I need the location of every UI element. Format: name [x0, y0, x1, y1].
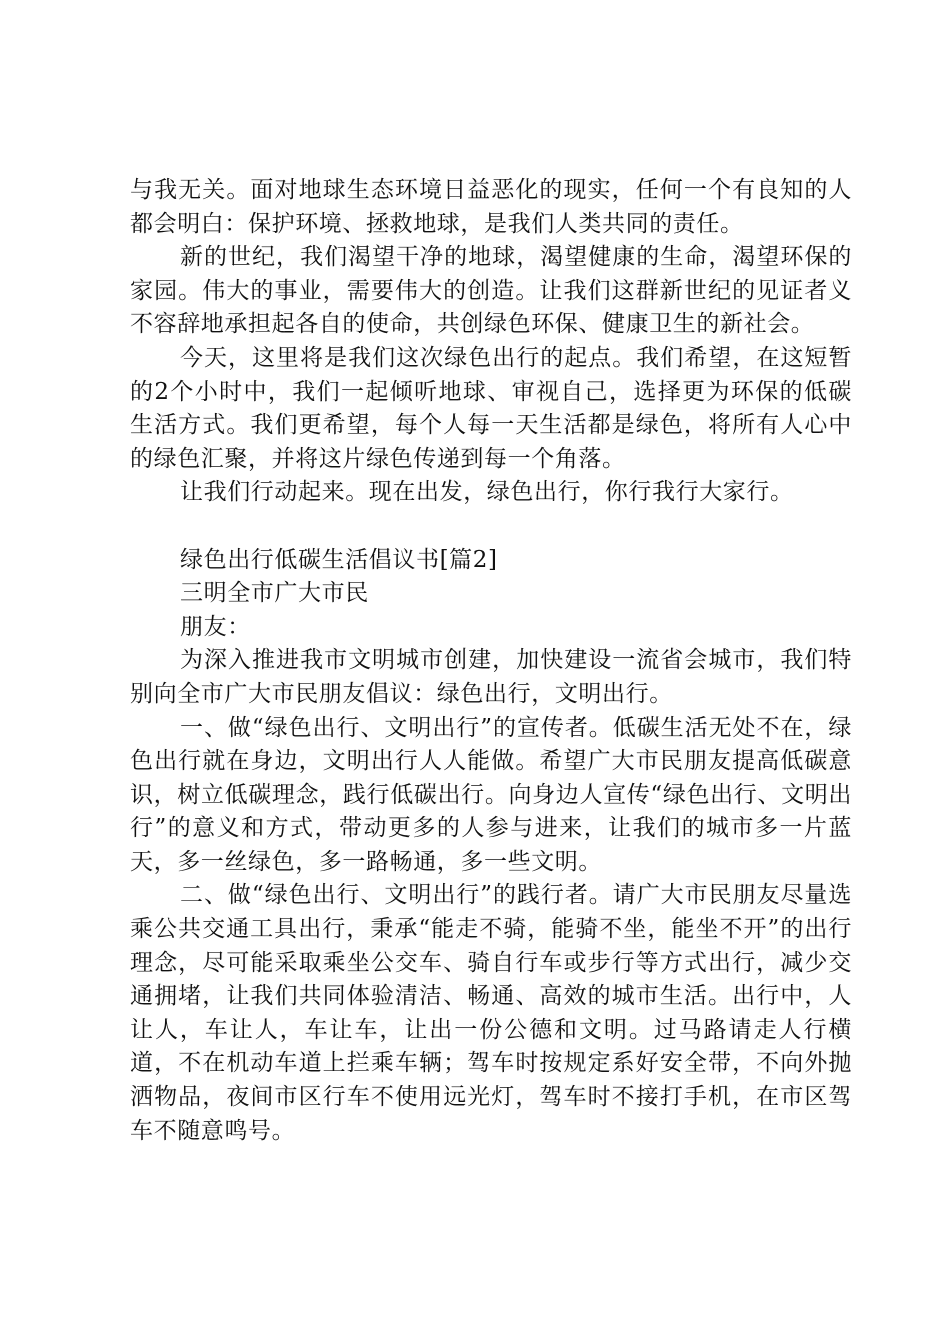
paragraph-new-century: 新的世纪，我们渴望干净的地球，渴望健康的生命，渴望环保的家园。伟大的事业，需要伟大的创造。让我们这群新世纪的见证者义不容辞地承担起各自的使命，共创绿色环保、健康卫生的新社会。 [130, 244, 852, 338]
paragraph-today: 今天，这里将是我们这次绿色出行的起点。我们希望，在这短暂的2个小时中，我们一起倾听地球、审视自己，选择更为环保的低碳生活方式。我们更希望，每个人每一天生活都是绿色，将所有人心中的绿色汇聚，并将这片绿色传递到每一个角落。 [130, 344, 852, 472]
paragraph-proposal-one: 一、做“绿色出行、文明出行”的宣传者。低碳生活无处不在，绿色出行就在身边，文明出行人人能做。希望广大市民朋友提高低碳意识，树立低碳理念，践行低碳出行。向身边人宣传“绿色出行、文明出行”的意义和方式，带动更多的人参与进来，让我们的城市多一片蓝天，多一丝绿色，多一路畅通，多一些文明。 [130, 714, 852, 875]
paragraph-continuation: 与我无关。面对地球生态环境日益恶化的现实，任何一个有良知的人都会明白：保护环境、拯救地球，是我们人类共同的责任。 [130, 177, 852, 237]
section-gap [130, 510, 852, 544]
recipient-line: 三明全市广大市民 [180, 580, 369, 607]
paragraph-proposal-two: 二、做“绿色出行、文明出行”的践行者。请广大市民朋友尽量选乘公共交通工具出行，秉承“能走不骑，能骑不坐，能坐不开”的出行理念，尽可能采取乘坐公交车、骑自行车或步行等方式出行，减少交通拥堵，让我们共同体验清洁、畅通、高效的城市生活。出行中，人让人，车让人，车让车，让出一份公德和文明。过马路请走人行横道，不在机动车道上拦乘车辆；驾车时按规定系好安全带，不向外抛洒物品，夜间市区行车不使用远光灯，驾车时不接打手机，在市区驾车不随意鸣号。 [130, 882, 852, 1144]
paragraph-call-to-action: 让我们行动起来。现在出发，绿色出行，你行我行大家行。 [180, 479, 794, 506]
document-body [130, 174, 852, 1148]
salutation: 朋友： [180, 613, 251, 640]
section-title: 绿色出行低碳生活倡议书[篇2] [180, 546, 498, 573]
paragraph-proposal-intro: 为深入推进我市文明城市创建，加快建设一流省会城市，我们特别向全市广大市民朋友倡议：绿色出行，文明出行。 [130, 647, 852, 707]
